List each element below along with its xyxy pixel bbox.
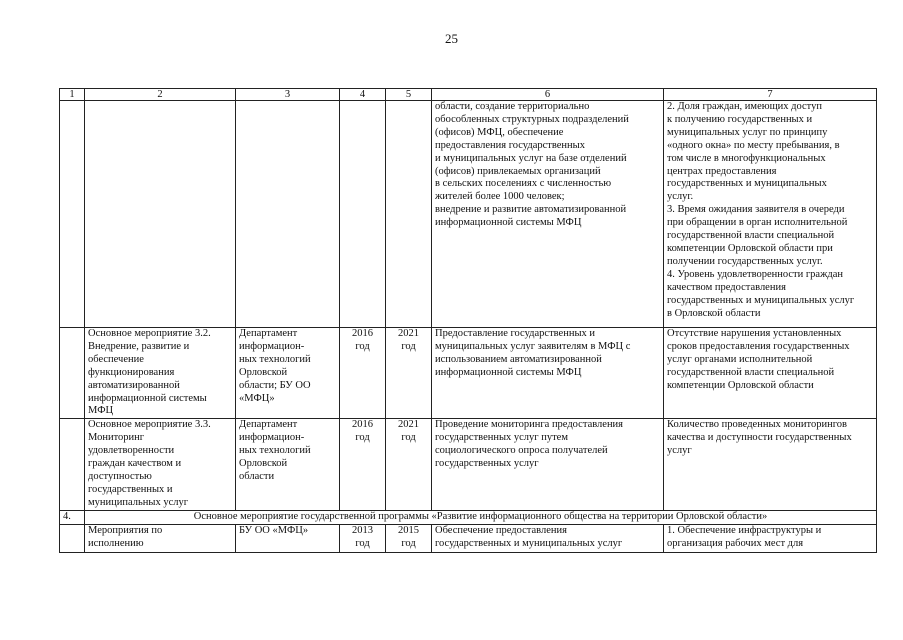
cell-start-year: [340, 101, 386, 328]
cell-indicator: Отсутствие нарушения установленных сроков предоставления государственных услуг органами исполнительной государственной власти специальной компетенции Орловской области: [664, 328, 877, 419]
column-header: 6: [432, 89, 664, 101]
cell-end-year: 2021 год: [386, 419, 432, 510]
cell-end-year: 2021 год: [386, 328, 432, 419]
column-header: 5: [386, 89, 432, 101]
column-header: 3: [236, 89, 340, 101]
cell-indicator: 2. Доля граждан, имеющих доступ к получению государственных и муниципальных услуг по принципу «одного окна» по месту пребывания, в том числе в многофункциональных центрах предоставления государственных и муниципальных услуг. 3. Время ожидания заявителя в очереди при обращении в орган исполнительной государственной власти специальной компетенции Орловской области при получении государственных услуг. 4. Уровень удовлетворенности граждан качеством предоставления государственных и муниципальных услуг в Орловской области: [664, 101, 877, 328]
cell-activity: Основное мероприятие 3.2. Внедрение, развитие и обеспечение функционирования автоматизированной информационной системы МФЦ: [85, 328, 236, 419]
section-number: 4.: [60, 510, 85, 524]
cell-indicator: 1. Обеспечение инфраструктуры и организация рабочих мест для: [664, 524, 877, 552]
cell-result: Проведение мониторинга предоставления государственных услуг путем социологического опроса получателей государственных услуг: [432, 419, 664, 510]
cell-result: области, создание территориально обособленных структурных подразделений (офисов) МФЦ, обеспечение предоставления государственных и муниципальных услуг на базе отделений (офисов) привлекаемых организаций в сельских поселениях с численностью жителей более 1000 человек; внедрение и развитие автоматизированной информационной системы МФЦ: [432, 101, 664, 328]
cell-number: [60, 524, 85, 552]
cell-end-year: 2015 год: [386, 524, 432, 552]
cell-end-year: [386, 101, 432, 328]
cell-number: [60, 328, 85, 419]
section-title: Основное мероприятие государственной программы «Развитие информационного общества на территории Орловской области»: [85, 510, 877, 524]
cell-number: [60, 101, 85, 328]
cell-result: Обеспечение предоставления государственных и муниципальных услуг: [432, 524, 664, 552]
section-row: [60, 510, 877, 524]
table-row: [60, 419, 877, 510]
cell-executor: [236, 101, 340, 328]
table-row: [60, 101, 877, 328]
cell-executor: Департамент информацион- ных технологий Орловской области; БУ ОО «МФЦ»: [236, 328, 340, 419]
table-header-row: [60, 89, 877, 101]
program-table: [59, 88, 877, 553]
cell-start-year: 2013 год: [340, 524, 386, 552]
cell-executor: БУ ОО «МФЦ»: [236, 524, 340, 552]
cell-activity: [85, 101, 236, 328]
cell-activity: Основное мероприятие 3.3. Мониторинг удовлетворенности граждан качеством и доступностью государственных и муниципальных услуг: [85, 419, 236, 510]
table-row: [60, 524, 877, 552]
page-number: 25: [445, 31, 458, 46]
column-header: 1: [60, 89, 85, 101]
column-header: 2: [85, 89, 236, 101]
cell-result: Предоставление государственных и муниципальных услуг заявителям в МФЦ с использованием автоматизированной информационной системы МФЦ: [432, 328, 664, 419]
column-header: 4: [340, 89, 386, 101]
table-row: [60, 328, 877, 419]
cell-activity: Мероприятия по исполнению: [85, 524, 236, 552]
cell-start-year: 2016 год: [340, 328, 386, 419]
cell-start-year: 2016 год: [340, 419, 386, 510]
cell-executor: Департамент информацион- ных технологий Орловской области: [236, 419, 340, 510]
column-header: 7: [664, 89, 877, 101]
cell-indicator: Количество проведенных мониторингов качества и доступности государственных услуг: [664, 419, 877, 510]
cell-number: [60, 419, 85, 510]
